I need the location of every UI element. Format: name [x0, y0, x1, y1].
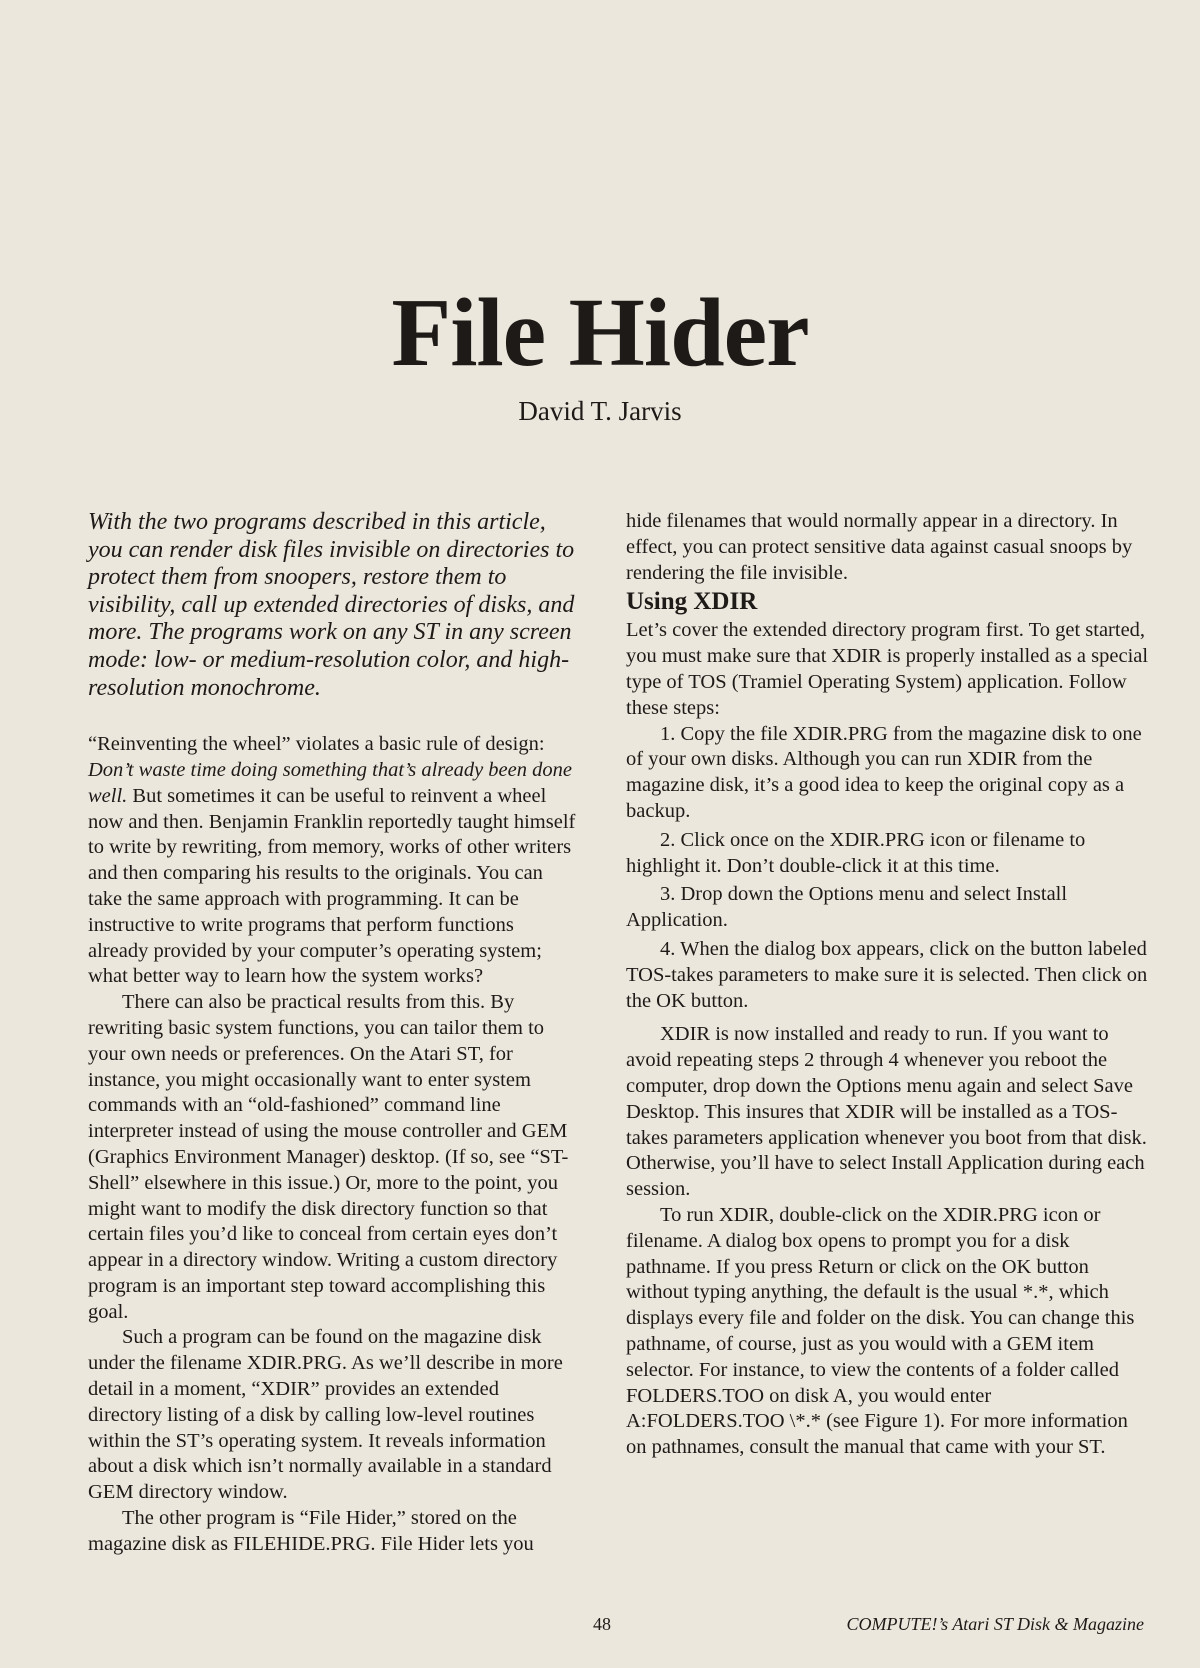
body-paragraph: There can also be practical results from this. By rewriting basic system functions, you can tailor them to your own needs or preferences. On the Atari ST, for instance, you might occasionally want to enter system commands with an “old-fashioned” command line interpreter instead of using the mouse controller and GEM (Graphics Environment Manager) desktop. (If so, see “ST-Shell” elsewhere in this issue.) Or, more to the point, you might want to modify the disk directory function so that certain files you’d like to conceal from certain eyes don’t appear in a directory window. Writing a custom directory program is an important step toward accomplishing this goal. — [88, 991, 569, 1323]
body-paragraph: Such a program can be found on the magazine disk under the filename XDIR.PRG. As we’ll describe in more detail in a moment, “XDIR” provides an extended directory listing of a disk by calling low-level routines within the ST’s operating system. It reveals information about a disk which isn’t normally available in a standard GEM directory window. — [88, 1326, 563, 1504]
body-paragraph — [88, 732, 576, 990]
step-item: 2. Click once on the XDIR.PRG icon or filename to highlight it. Don’t double-click it at this time. — [626, 828, 1086, 877]
body-text: But sometimes it can be useful to reinvent a wheel now and then. Benjamin Franklin reportedly taught himself to write by rewriting, from memory, works of other writers and then comparing his results to the originals. You can take the same approach with programming. It can be instructive to write programs that perform functions already provided by your computer’s operating system; what better way to learn how the system works? — [88, 784, 576, 988]
article-author: David T. Jarvis — [518, 396, 682, 426]
article-title: File Hider — [391, 279, 809, 387]
body-paragraph: XDIR is now installed and ready to run. If you want to avoid repeating steps 2 through 4 whenever you reboot the computer, drop down the Options menu again and select Save Desktop. This insures that XDIR will be installed as a TOS-takes parameters application whenever you boot from that disk. Otherwise, you’ll have to select Install Application during each session. — [626, 1023, 1147, 1201]
step-item: 3. Drop down the Options menu and select Install Application. — [626, 883, 1068, 932]
left-column — [88, 509, 576, 1558]
body-paragraph: hide filenames that would normally appear in a directory. In effect, you can protect sensitive data against casual snoops by rendering the file invisible. — [626, 510, 1133, 584]
section-heading: Using XDIR — [626, 588, 758, 616]
step-item: 1. Copy the file XDIR.PRG from the magazine disk to one of your own disks. Although you can run XDIR from the magazine disk, it’s a good idea to keep the original copy as a backup. — [626, 722, 1142, 822]
body-paragraph: Let’s cover the extended directory program first. To get started, you must make sure that XDIR is properly installed as a special type of TOS (Tramiel Operating System) application. Follow these steps: — [626, 619, 1149, 719]
body-paragraph: To run XDIR, double-click on the XDIR.PRG icon or filename. A dialog box opens to prompt you for a disk pathname. If you press Return or click on the OK button without typing anything, the default is the usual *.*, which displays every file and folder on the disk. You can change this pathname, of course, just as you would with a GEM item selector. For instance, to view the contents of a folder called FOLDERS.TOO on disk A, you would enter A:FOLDERS.TOO \*.* (see Figure 1). For more information on pathnames, consult the manual that came with your ST. — [626, 1203, 1135, 1459]
article-deck: With the two programs described in this article, you can render disk files invisible on directories to protect them from snoopers, restore them to visibility, call up extended directories of disks, and more. The programs work on any ST in any screen mode: low- or medium-resolution color, and high-resolution monochrome. — [88, 509, 575, 701]
right-column — [626, 509, 1152, 1461]
emphasis-text: Don’t waste time doing something that’s already been done well. — [88, 758, 572, 807]
page-number: 48 — [593, 1614, 611, 1634]
body-paragraph: The other program is “File Hider,” stored on the magazine disk as FILEHIDE.PRG. File Hider lets you — [88, 1507, 534, 1555]
body-text: “Reinventing the wheel” violates a basic rule of design: — [88, 733, 545, 756]
step-item: 4. When the dialog box appears, click on the button labeled TOS-takes parameters to make sure it is selected. Then click on the OK button. — [626, 937, 1148, 1012]
running-footer: COMPUTE!’s Atari ST Disk & Magazine — [846, 1614, 1144, 1634]
